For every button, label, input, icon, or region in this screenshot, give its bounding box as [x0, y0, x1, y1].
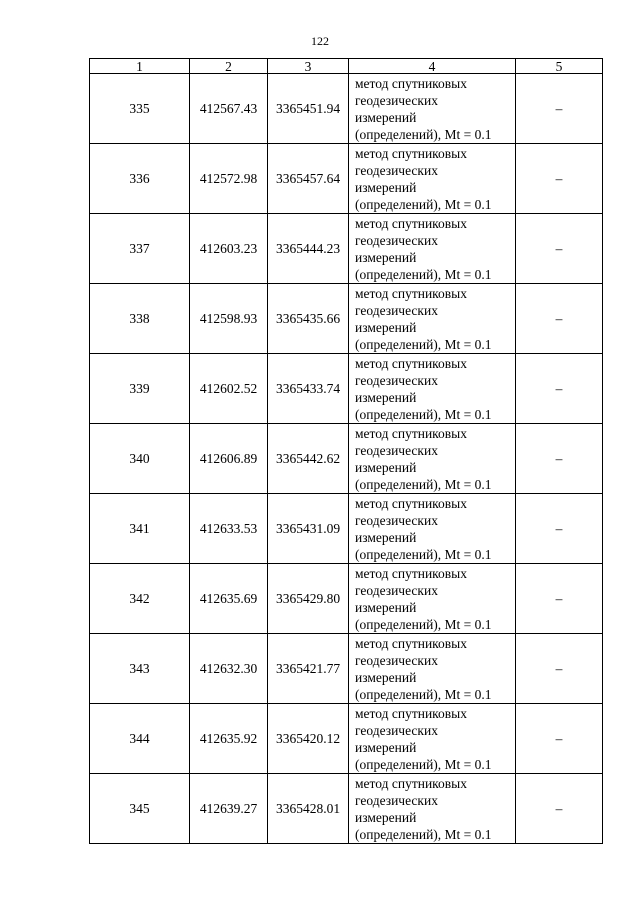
method-line: геодезических [355, 652, 438, 668]
column-header-3: 3 [268, 59, 349, 74]
point-number-cell: 338 [90, 284, 190, 354]
method-line: метод спутниковых [355, 285, 467, 301]
table-row [90, 494, 603, 564]
point-number-cell: 339 [90, 354, 190, 424]
method-line: (определений), Mt = 0.1 [355, 406, 492, 422]
method-line: измерений [355, 529, 417, 545]
column-5-cell: – [516, 284, 603, 354]
method-line: метод спутниковых [355, 565, 467, 581]
method-cell [349, 74, 516, 144]
table-row [90, 354, 603, 424]
method-line: (определений), Mt = 0.1 [355, 126, 492, 142]
table-row [90, 284, 603, 354]
y-coordinate-cell: 3365420.12 [268, 704, 349, 774]
method-cell [349, 424, 516, 494]
point-number-cell: 344 [90, 704, 190, 774]
method-line: (определений), Mt = 0.1 [355, 756, 492, 772]
method-line: геодезических [355, 162, 438, 178]
y-coordinate-cell: 3365433.74 [268, 354, 349, 424]
method-line: измерений [355, 249, 417, 265]
page-number: 122 [311, 34, 329, 48]
method-line: измерений [355, 809, 417, 825]
method-line: метод спутниковых [355, 495, 467, 511]
x-coordinate-cell: 412598.93 [190, 284, 268, 354]
method-cell [349, 284, 516, 354]
method-line: (определений), Mt = 0.1 [355, 196, 492, 212]
method-cell [349, 774, 516, 844]
method-line: геодезических [355, 232, 438, 248]
method-line: (определений), Mt = 0.1 [355, 686, 492, 702]
column-5-cell: – [516, 704, 603, 774]
x-coordinate-cell: 412632.30 [190, 634, 268, 704]
table-body [90, 74, 603, 844]
point-number-cell: 343 [90, 634, 190, 704]
table-row [90, 144, 603, 214]
column-5-cell: – [516, 564, 603, 634]
method-line: метод спутниковых [355, 75, 467, 91]
y-coordinate-cell: 3365428.01 [268, 774, 349, 844]
column-5-cell: – [516, 494, 603, 564]
table-row [90, 634, 603, 704]
method-line: геодезических [355, 302, 438, 318]
method-cell [349, 494, 516, 564]
y-coordinate-cell: 3365421.77 [268, 634, 349, 704]
x-coordinate-cell: 412567.43 [190, 74, 268, 144]
column-header-5: 5 [516, 59, 603, 74]
method-line: (определений), Mt = 0.1 [355, 826, 492, 842]
y-coordinate-cell: 3365457.64 [268, 144, 349, 214]
method-line: измерений [355, 319, 417, 335]
table-row [90, 74, 603, 144]
x-coordinate-cell: 412635.69 [190, 564, 268, 634]
y-coordinate-cell: 3365429.80 [268, 564, 349, 634]
column-5-cell: – [516, 354, 603, 424]
table-row [90, 214, 603, 284]
method-line: геодезических [355, 512, 438, 528]
method-line: измерений [355, 459, 417, 475]
point-number-cell: 336 [90, 144, 190, 214]
x-coordinate-cell: 412602.52 [190, 354, 268, 424]
method-line: (определений), Mt = 0.1 [355, 336, 492, 352]
method-line: геодезических [355, 792, 438, 808]
point-number-cell: 342 [90, 564, 190, 634]
table-row [90, 424, 603, 494]
x-coordinate-cell: 412639.27 [190, 774, 268, 844]
method-cell [349, 144, 516, 214]
method-cell [349, 634, 516, 704]
coordinates-table [89, 58, 603, 844]
y-coordinate-cell: 3365444.23 [268, 214, 349, 284]
column-header-4: 4 [349, 59, 516, 74]
method-line: измерений [355, 599, 417, 615]
method-line: метод спутниковых [355, 425, 467, 441]
method-cell [349, 354, 516, 424]
column-header-2: 2 [190, 59, 268, 74]
y-coordinate-cell: 3365442.62 [268, 424, 349, 494]
table-row [90, 774, 603, 844]
method-line: геодезических [355, 722, 438, 738]
method-line: геодезических [355, 442, 438, 458]
method-line: метод спутниковых [355, 775, 467, 791]
method-line: (определений), Mt = 0.1 [355, 476, 492, 492]
method-line: измерений [355, 389, 417, 405]
method-line: геодезических [355, 582, 438, 598]
point-number-cell: 341 [90, 494, 190, 564]
y-coordinate-cell: 3365451.94 [268, 74, 349, 144]
column-header-1: 1 [90, 59, 190, 74]
x-coordinate-cell: 412603.23 [190, 214, 268, 284]
method-line: метод спутниковых [355, 705, 467, 721]
method-line: (определений), Mt = 0.1 [355, 546, 492, 562]
method-line: (определений), Mt = 0.1 [355, 616, 492, 632]
column-5-cell: – [516, 144, 603, 214]
column-5-cell: – [516, 774, 603, 844]
point-number-cell: 335 [90, 74, 190, 144]
method-cell [349, 704, 516, 774]
table-header-row [90, 59, 603, 74]
x-coordinate-cell: 412572.98 [190, 144, 268, 214]
method-line: метод спутниковых [355, 635, 467, 651]
x-coordinate-cell: 412606.89 [190, 424, 268, 494]
column-5-cell: – [516, 634, 603, 704]
method-line: измерений [355, 179, 417, 195]
table-row [90, 564, 603, 634]
y-coordinate-cell: 3365431.09 [268, 494, 349, 564]
point-number-cell: 340 [90, 424, 190, 494]
method-cell [349, 214, 516, 284]
point-number-cell: 345 [90, 774, 190, 844]
column-5-cell: – [516, 424, 603, 494]
point-number-cell: 337 [90, 214, 190, 284]
method-line: измерений [355, 669, 417, 685]
method-line: геодезических [355, 372, 438, 388]
y-coordinate-cell: 3365435.66 [268, 284, 349, 354]
method-line: метод спутниковых [355, 355, 467, 371]
method-line: измерений [355, 739, 417, 755]
column-5-cell: – [516, 74, 603, 144]
method-cell [349, 564, 516, 634]
method-line: измерений [355, 109, 417, 125]
method-line: метод спутниковых [355, 215, 467, 231]
method-line: (определений), Mt = 0.1 [355, 266, 492, 282]
method-line: геодезических [355, 92, 438, 108]
method-line: метод спутниковых [355, 145, 467, 161]
column-5-cell: – [516, 214, 603, 284]
x-coordinate-cell: 412635.92 [190, 704, 268, 774]
table-row [90, 704, 603, 774]
x-coordinate-cell: 412633.53 [190, 494, 268, 564]
